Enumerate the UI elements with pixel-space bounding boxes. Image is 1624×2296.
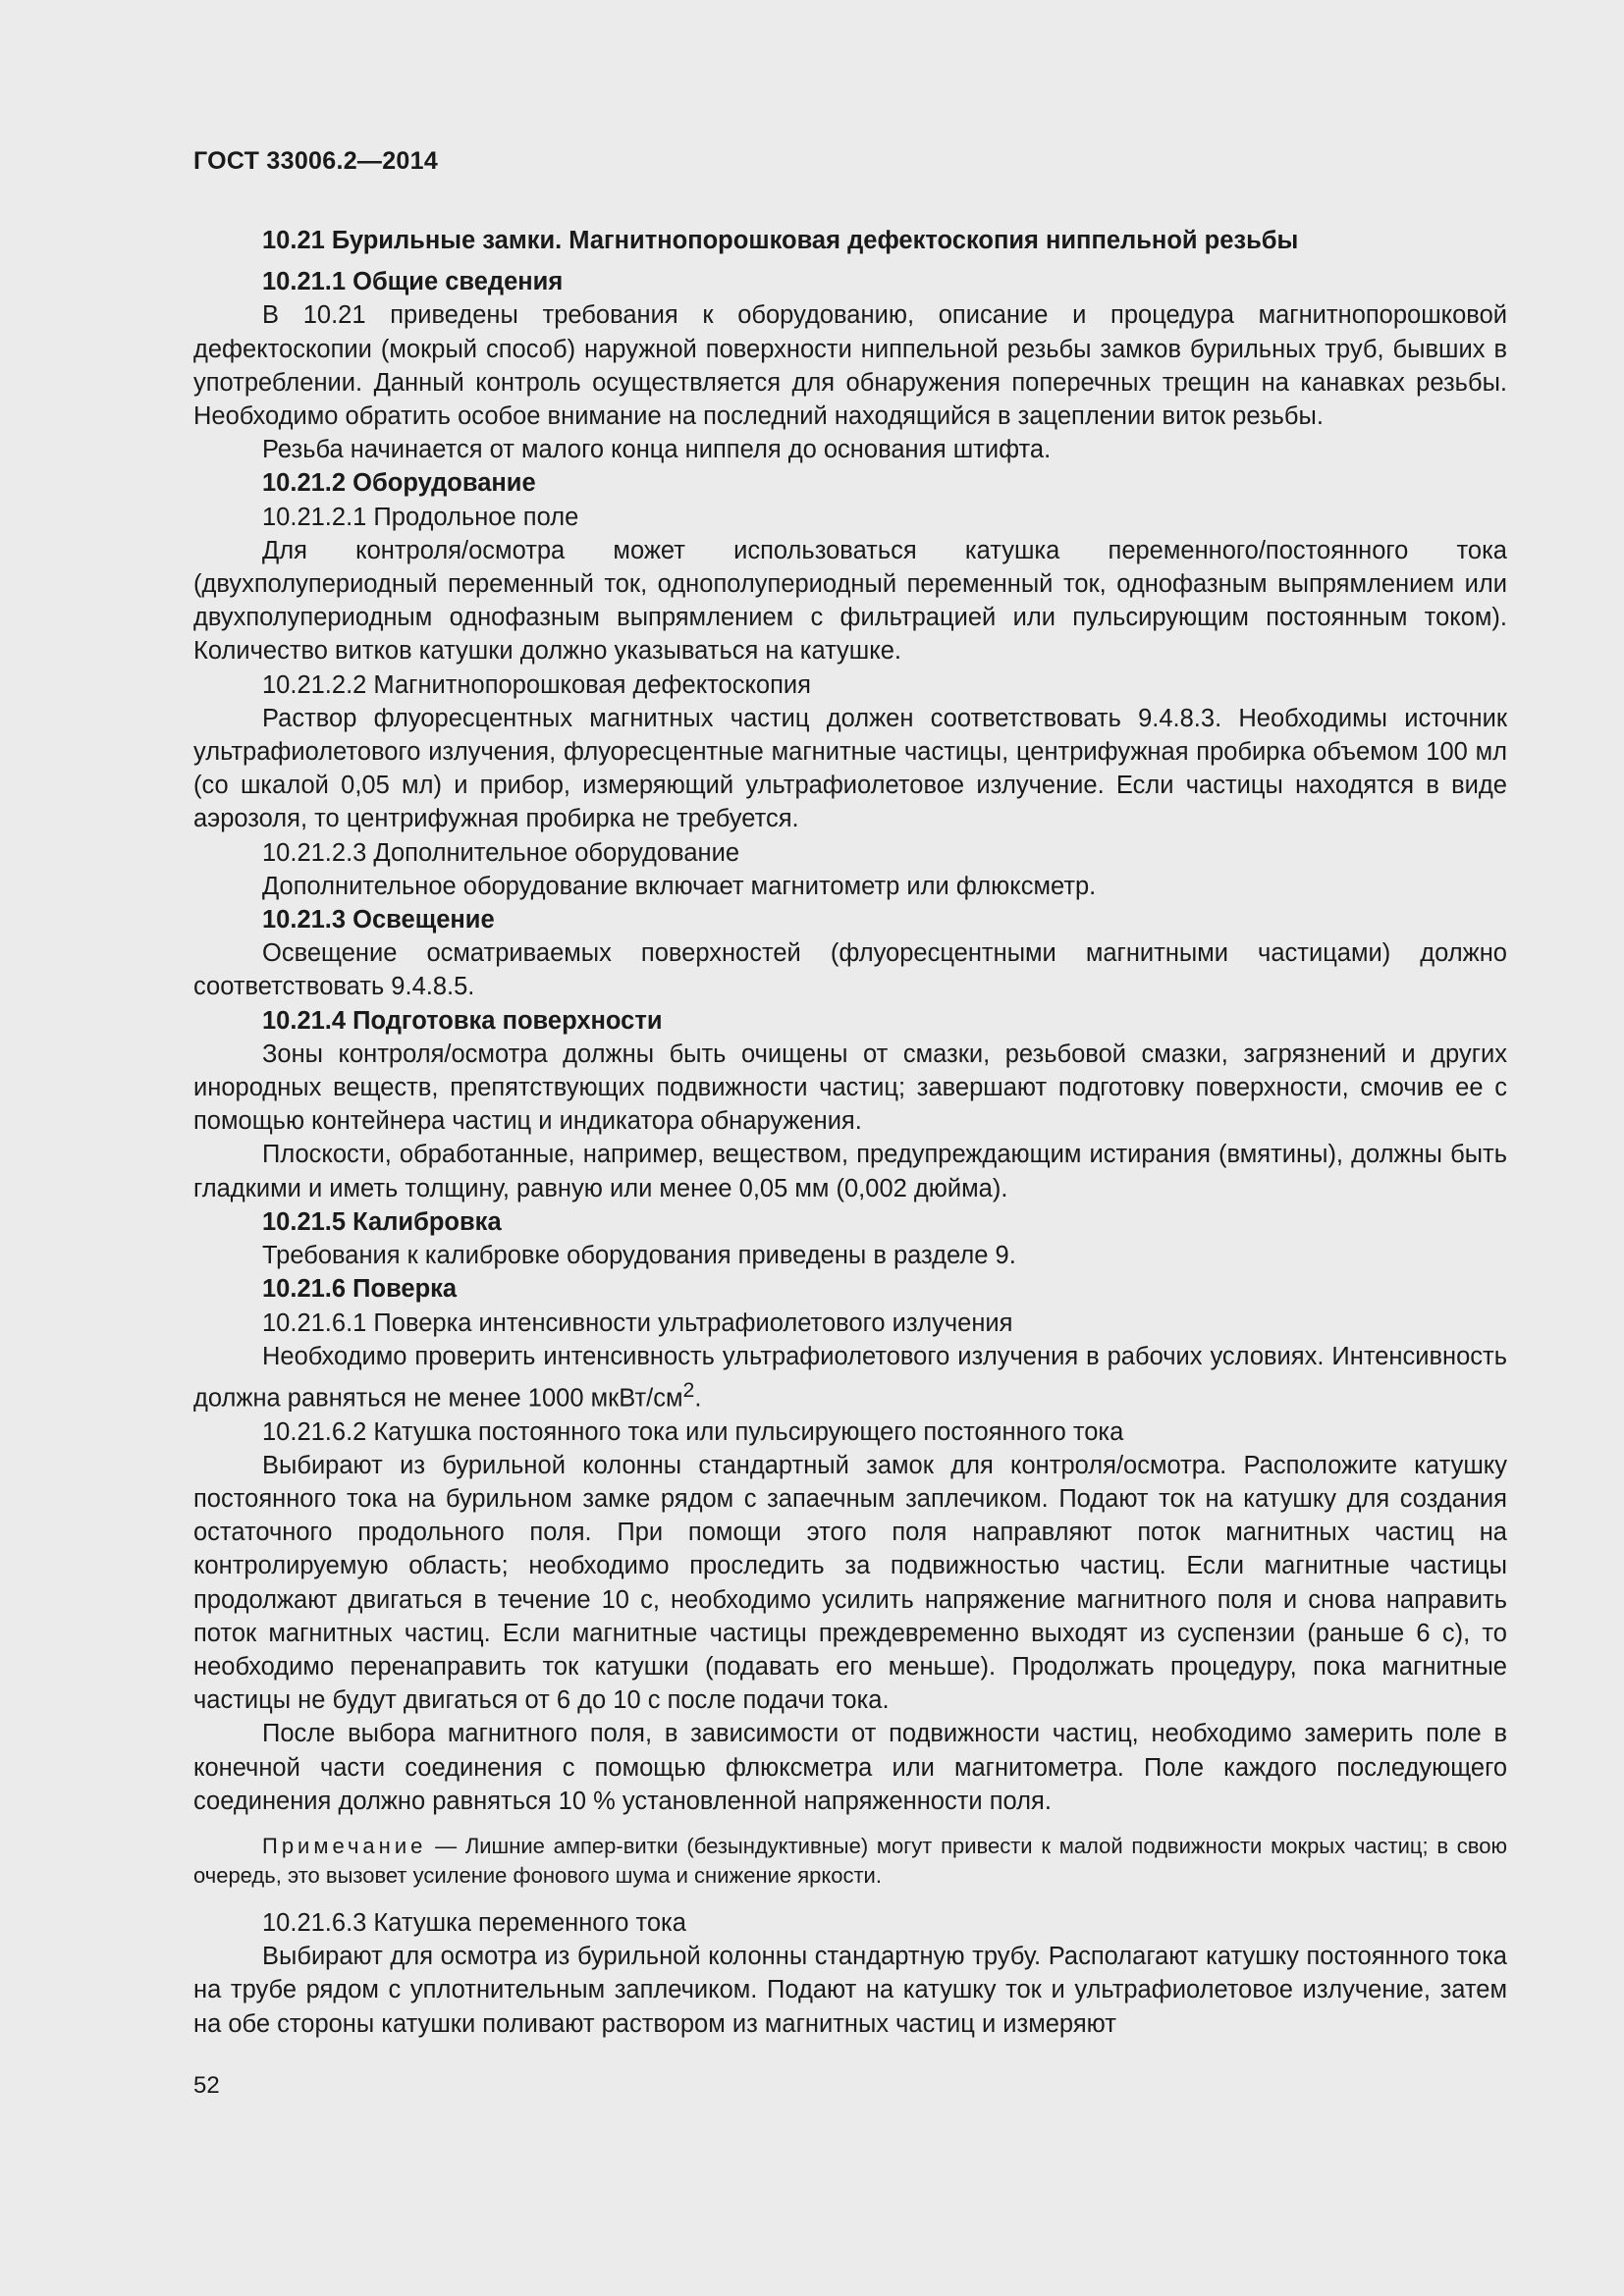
section-heading-10-21-3: 10.21.3 Освещение bbox=[262, 906, 495, 934]
page-header: ГОСТ 33006.2—2014 bbox=[193, 147, 439, 175]
paragraph: Плоскости, обработанные, например, веществом, предупреждающим истирания (вмятины), должны быть гладкими и иметь толщину, равную или менее 0,05 мм (0,002 дюйма). bbox=[193, 1141, 1507, 1202]
note-label: Примечание bbox=[262, 1834, 427, 1859]
paragraph: Выбирают из бурильной колонны стандартный замок для контроля/осмотра. Расположите катушку постоянного тока на бурильном замке рядом с запаечным заплечиком. Подают ток на катушку для создания остаточного продольного поля. При помощи этого поля направляют поток магнитных частиц на контролируемую область; необходимо проследить за подвижностью частиц. Если магнитные частицы продолжают двигаться в течение 10 с, необходимо усилить напряжение магнитного поля и снова направить поток магнитных частиц. Если магнитные частицы преждевременно выходят из суспензии (раньше 6 с), то необходимо перенаправить ток катушки (подавать его меньше). Продолжать процедуру, пока магнитные частицы не будут двигаться от 6 до 10 с после подачи тока. bbox=[193, 1451, 1507, 1715]
paragraph: Для контроля/осмотра может использоваться катушка переменного/постоянного тока (двухполупериодный переменный ток, однополупериодный переменный ток, однофазным выпрямлением или двухполупериодным однофазным выпрямлением с фильтрацией или пульсирующим постоянным током). Количество витков катушки должно указываться на катушке. bbox=[193, 536, 1507, 666]
superscript: 2 bbox=[682, 1377, 695, 1402]
subsection-heading-10-21-2-1: 10.21.2.1 Продольное поле bbox=[262, 503, 579, 531]
section-heading-10-21-6: 10.21.6 Поверка bbox=[262, 1275, 458, 1304]
section-heading-10-21-1: 10.21.1 Общие сведения bbox=[262, 268, 564, 296]
section-heading-10-21-5: 10.21.5 Калибровка bbox=[262, 1207, 502, 1236]
section-heading-10-21: 10.21 Бурильные замки. Магнитнопорошковая дефектоскопия ниппельной резьбы bbox=[262, 227, 1299, 254]
paragraph: Выбирают для осмотра из бурильной колонны стандартную трубу. Располагают катушку постоянного тока на трубе рядом с уплотнительным заплечиком. Подают на катушку ток и ультрафиолетовое излучение, затем на обе стороны катушки поливают раствором из магнитных частиц и измеряют bbox=[193, 1943, 1507, 2038]
subsection-heading-10-21-2-2: 10.21.2.2 Магнитнопорошковая дефектоскопия bbox=[262, 670, 811, 699]
paragraph: Освещение осматриваемых поверхностей (флуоресцентными магнитными частицами) должно соответствовать 9.4.8.5. bbox=[193, 939, 1507, 1001]
paragraph: Раствор флуоресцентных магнитных частиц должен соответствовать 9.4.8.3. Необходимы источник ультрафиолетового излучения, флуоресцентные магнитные частицы, центрифужная пробирка объемом 100 мл (со шкалой 0,05 мл) и прибор, измеряющий ультрафиолетовое излучение. Если частицы находятся в виде аэрозоля, то центрифужная пробирка не требуется. bbox=[193, 704, 1507, 833]
page-number: 52 bbox=[193, 2072, 220, 2099]
page-content bbox=[193, 224, 1507, 2041]
paragraph: После выбора магнитного поля, в зависимости от подвижности частиц, необходимо замерить поле в конечной части соединения с помощью флюксметра или магнитометра. Поле каждого последующего соединения должно равняться 10 % установленной напряженности поля. bbox=[193, 1720, 1507, 1815]
note-dash: — bbox=[426, 1834, 465, 1859]
paragraph: Зоны контроля/осмотра должны быть очищены от смазки, резьбовой смазки, загрязнений и других инородных веществ, препятствующих подвижности частиц; завершают подготовку поверхности, смочив ее с помощью контейнера частиц и индикатора обнаружения. bbox=[193, 1040, 1507, 1136]
note bbox=[193, 1832, 1507, 1891]
paragraph: В 10.21 приведены требования к оборудованию, описание и процедура магнитнопорошковой дефектоскопии (мокрый способ) наружной поверхности ниппельной резьбы замков бурильных труб, бывших в употреблении. Данный контроль осуществляется для обнаружения поперечных трещин на канавках резьбы. Необходимо обратить особое внимание на последний находящийся в зацеплении виток резьбы. bbox=[193, 301, 1507, 431]
subsection-heading-10-21-6-3: 10.21.6.3 Катушка переменного тока bbox=[262, 1909, 686, 1938]
paragraph-text: . bbox=[694, 1384, 702, 1413]
note-text: Лишние ампер-витки (безындуктивные) могут привести к малой подвижности мокрых частиц; в свою очередь, это вызовет усиление фонового шума и снижение яркости. bbox=[193, 1834, 1507, 1889]
paragraph-text: Необходимо проверить интенсивность ультрафиолетового излучения в рабочих условиях. Интенсивность должна равняться не менее 1000 мкВт/см bbox=[193, 1342, 1507, 1413]
paragraph: Требования к калибровке оборудования приведены в разделе 9. bbox=[262, 1242, 1016, 1270]
paragraph: Резьба начинается от малого конца ниппеля до основания штифта. bbox=[262, 436, 1052, 464]
paragraph bbox=[193, 1340, 1507, 1415]
section-heading-10-21-4: 10.21.4 Подготовка поверхности bbox=[262, 1006, 663, 1035]
subsection-heading-10-21-6-1: 10.21.6.1 Поверка интенсивности ультрафиолетового излучения bbox=[262, 1308, 1013, 1337]
subsection-heading-10-21-6-2: 10.21.6.2 Катушка постоянного тока или пульсирующего постоянного тока bbox=[262, 1417, 1124, 1446]
paragraph: Дополнительное оборудование включает магнитометр или флюксметр. bbox=[262, 872, 1097, 900]
subsection-heading-10-21-2-3: 10.21.2.3 Дополнительное оборудование bbox=[262, 838, 740, 867]
section-heading-10-21-2: 10.21.2 Оборудование bbox=[262, 469, 536, 498]
